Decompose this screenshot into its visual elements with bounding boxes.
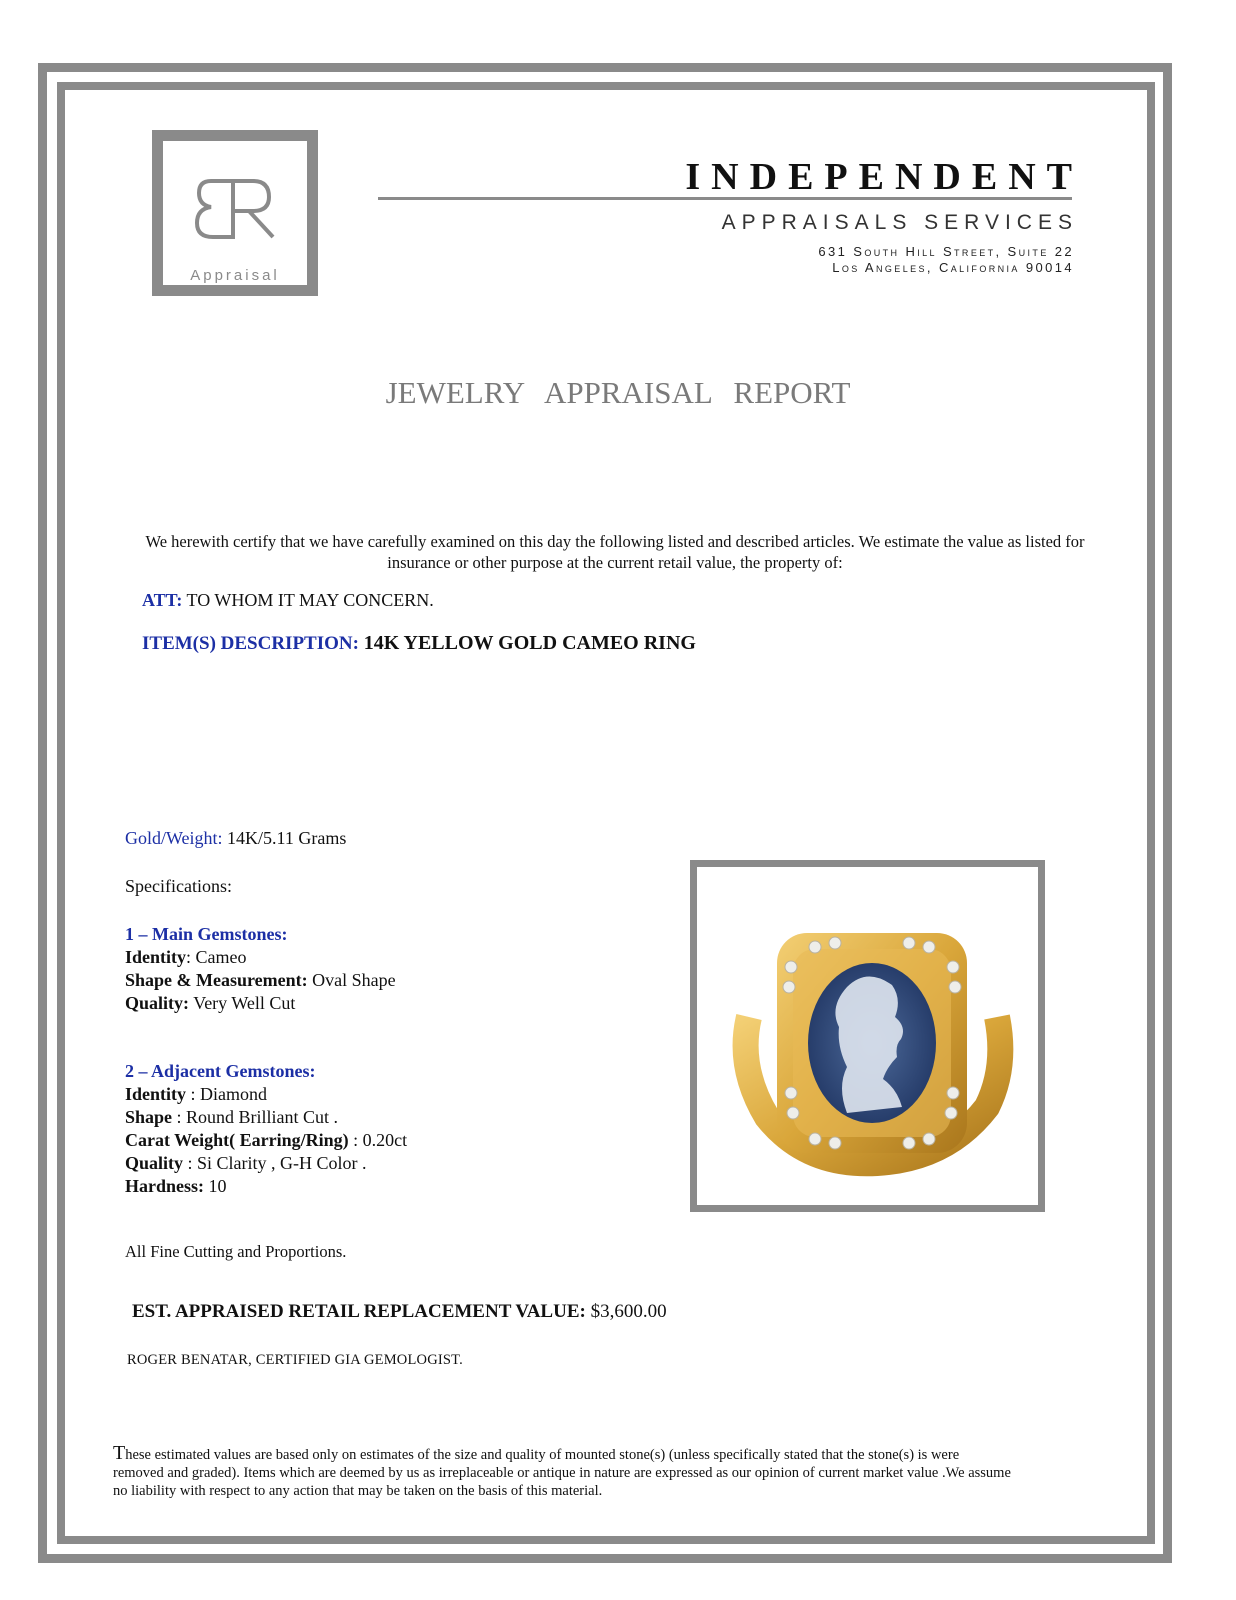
adjacent-gemstones-heading: 2 – Adjacent Gemstones: bbox=[125, 1061, 316, 1081]
disclaimer-text: hese estimated values are based only on estimates of the size and quality of mounted stone(s) (unless specifically stated that the stone(s) is were removed and graded). Items which are deemed by us as irreplaceable or antique in nature are expressed as our opinion of current market value .We assume no liability with respect to any action that may be taken on the basis of this material. bbox=[113, 1447, 1011, 1499]
label: Identity bbox=[125, 1084, 187, 1104]
main-gemstones-heading: 1 – Main Gemstones: bbox=[125, 924, 288, 944]
adjacent-hardness bbox=[125, 1175, 407, 1198]
logo-subtitle: Appraisal bbox=[190, 267, 280, 284]
gold-weight-line bbox=[125, 827, 346, 850]
main-identity bbox=[125, 946, 396, 969]
disclaimer-first-letter: T bbox=[113, 1442, 126, 1464]
label: Hardness: bbox=[125, 1176, 205, 1196]
main-shape bbox=[125, 969, 396, 992]
value: 10 bbox=[204, 1176, 227, 1196]
address-line-2: Los Angeles, California 90014 bbox=[832, 260, 1074, 275]
value-amount: $3,600.00 bbox=[590, 1301, 667, 1322]
cameo-ring-illustration bbox=[697, 867, 1038, 1205]
signer: ROGER BENATAR, CERTIFIED GIA GEMOLOGIST. bbox=[127, 1352, 463, 1368]
value: : 0.20ct bbox=[348, 1130, 408, 1150]
br-appraisal-logo bbox=[152, 130, 318, 296]
specifications-label: Specifications: bbox=[125, 876, 232, 896]
item-description bbox=[142, 632, 696, 655]
ring-photo bbox=[690, 860, 1045, 1212]
gold-weight-label: Gold/Weight: bbox=[125, 828, 223, 848]
value: Oval Shape bbox=[307, 970, 396, 990]
att-label: ATT: bbox=[142, 590, 183, 610]
main-quality bbox=[125, 992, 396, 1015]
adjacent-carat bbox=[125, 1129, 407, 1152]
adjacent-shape bbox=[125, 1106, 407, 1129]
main-gemstones bbox=[125, 923, 396, 1015]
certification-text: We herewith certify that we have carefully examined on this day the following listed and described articles. We estimate the value as listed for insurance or other purpose at the current retail value, the property of: bbox=[145, 532, 1085, 572]
cameo-portrait bbox=[835, 976, 903, 1113]
att-value: TO WHOM IT MAY CONCERN. bbox=[186, 590, 434, 610]
br-monogram-icon bbox=[193, 175, 283, 255]
address-line-1: 631 South Hill Street, Suite 22 bbox=[818, 244, 1074, 259]
disclaimer bbox=[113, 1444, 1013, 1500]
gold-weight-value: 14K/5.11 Grams bbox=[227, 828, 347, 848]
value: : Round Brilliant Cut . bbox=[172, 1107, 339, 1127]
appraised-value bbox=[132, 1301, 667, 1323]
item-label: ITEM(S) DESCRIPTION: bbox=[142, 633, 359, 654]
label: Carat Weight( Earring/Ring) bbox=[125, 1130, 349, 1150]
value-label: EST. APPRAISED RETAIL REPLACEMENT VALUE: bbox=[132, 1301, 586, 1322]
label: Shape bbox=[125, 1107, 173, 1127]
company-subtitle: APPRAISALS SERVICES bbox=[721, 211, 1078, 234]
att-line bbox=[142, 590, 434, 611]
cutting-note: All Fine Cutting and Proportions. bbox=[125, 1242, 347, 1261]
adjacent-identity bbox=[125, 1083, 407, 1106]
value: : Cameo bbox=[186, 947, 247, 967]
label: Identity bbox=[125, 947, 187, 967]
company-name: INDEPENDENT bbox=[685, 156, 1083, 198]
label: Quality bbox=[125, 1153, 184, 1173]
item-value: 14K YELLOW GOLD CAMEO RING bbox=[363, 632, 696, 654]
adjacent-gemstones bbox=[125, 1060, 407, 1198]
value: Very Well Cut bbox=[189, 993, 296, 1013]
inner-border bbox=[57, 82, 1155, 1544]
value: : Si Clarity , G-H Color . bbox=[183, 1153, 367, 1173]
adjacent-quality bbox=[125, 1152, 407, 1175]
report-title: JEWELRY APPRAISAL REPORT bbox=[385, 375, 851, 410]
label: Quality: bbox=[125, 993, 190, 1013]
value: : Diamond bbox=[186, 1084, 268, 1104]
label: Shape & Measurement: bbox=[125, 970, 308, 990]
